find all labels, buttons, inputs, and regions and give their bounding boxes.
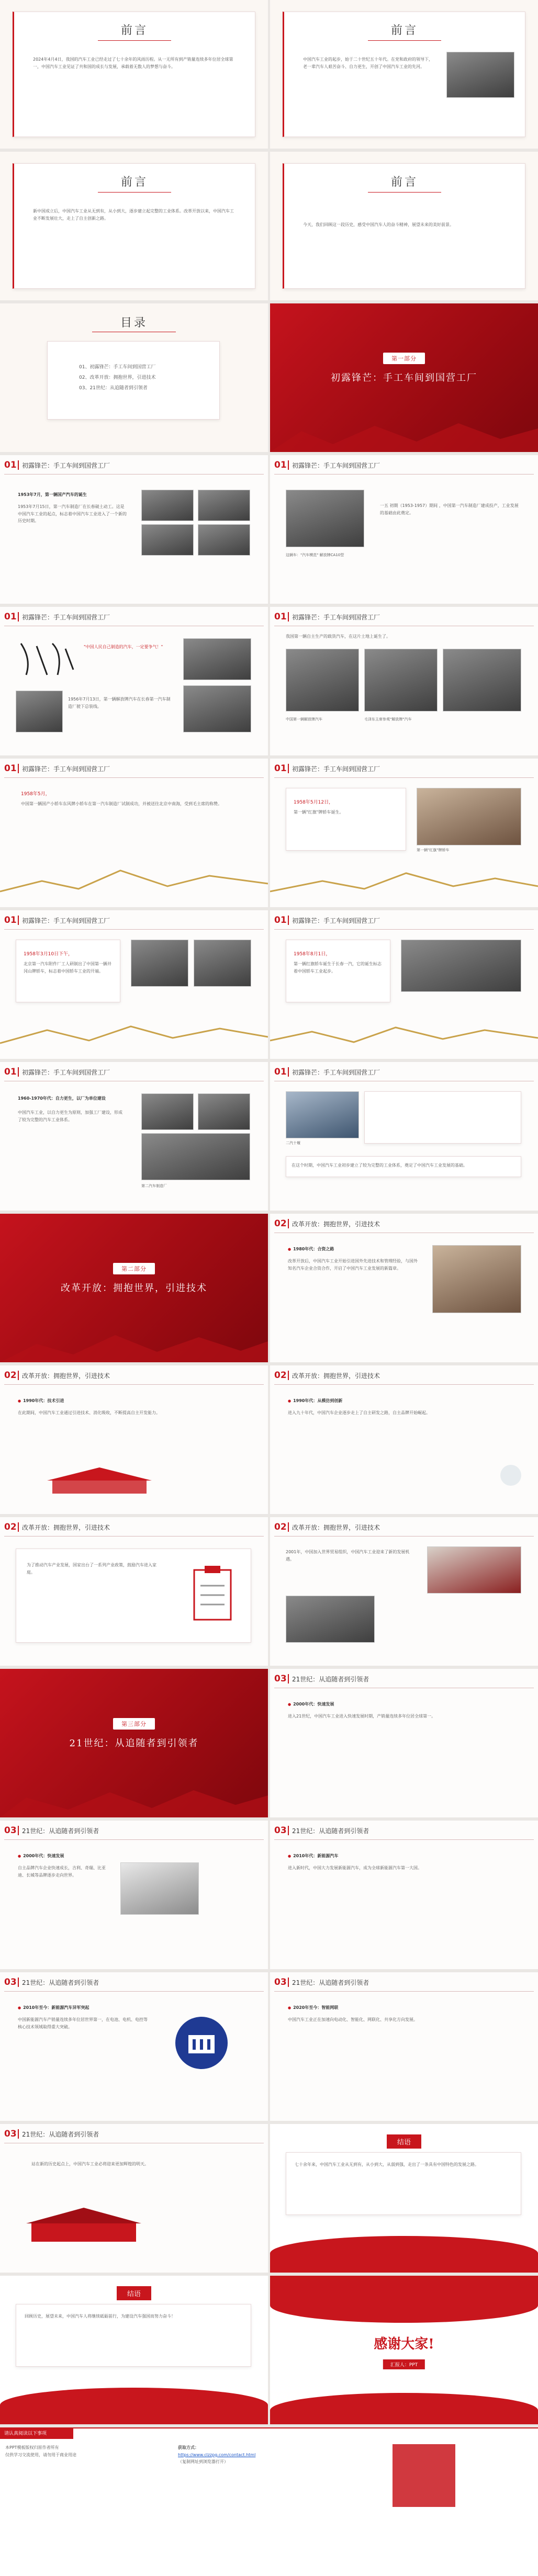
slide-header (0, 762, 110, 775)
sub-heading: ● 2010年代：新能源汽车 (288, 1853, 338, 1859)
body-text: 第一辆红旗轿车诞生于长春一汽，它的诞生标志着中国轿车工业起步。 (294, 962, 382, 974)
header-bar (18, 764, 19, 773)
footer-heading: 请认真阅读以下事项 (0, 2428, 73, 2439)
section-number: 01 (274, 763, 287, 774)
contents-card (47, 341, 220, 420)
title-underline (368, 192, 441, 193)
factory-photo-4 (198, 524, 250, 556)
footer-line-2: 仅供学习交流使用，请勿用于商业用途 (5, 2452, 76, 2457)
slide-conclusion-1[interactable] (270, 2124, 538, 2273)
part-badge: 第二部分 (113, 1263, 155, 1274)
section-title: 21世纪：从追随者到引领者 (22, 2130, 99, 2138)
slide-title: 前言 (120, 176, 148, 189)
section-number: 03 (274, 1977, 287, 1987)
sub-heading: ● 1990年代：技术引进 (18, 1398, 64, 1404)
header-bar (288, 460, 289, 470)
section-title: 初露锋芒：手工车间到国营工厂 (22, 765, 110, 773)
plant-photo-3 (141, 1133, 250, 1180)
footer-note: （复制网址到浏览器打开） (178, 2459, 228, 2465)
sedan-photo (401, 940, 521, 992)
slide-header (0, 1065, 110, 1079)
slide-header (270, 1824, 369, 1837)
header-bar (18, 1978, 19, 1987)
sub-heading: 1953年7月，第一辆国产汽车的诞生 (18, 492, 87, 497)
header-bar (18, 2129, 19, 2139)
header-bar (288, 1978, 289, 1987)
slide-header (270, 762, 380, 775)
section-number: 03 (4, 1977, 17, 1987)
slide-header (270, 1369, 380, 1382)
header-bar (288, 1522, 289, 1532)
slide-part-2[interactable] (0, 1214, 268, 1362)
red-architecture-decoration (47, 1465, 152, 1496)
calligraphy-inscription (16, 638, 79, 680)
header-bar (18, 612, 19, 622)
slide-preface-3[interactable] (0, 152, 268, 300)
body-text: 改革开放后，中国汽车工业开始引进国外先进技术和管理经验，与国外知名汽车企业合资合作，开启了中国汽车工业发展的新篇章。 (288, 1259, 418, 1271)
header-bar (288, 1826, 289, 1835)
photo-caption: 第二汽车制造厂 (141, 1184, 167, 1188)
section-title: 改革开放：拥抱世界，引进技术 (292, 1372, 380, 1380)
header-rule (4, 1384, 264, 1385)
title-underline (98, 40, 171, 41)
section-title: 初露锋芒：手工车间到国营工厂 (292, 765, 380, 773)
header-rule (274, 1991, 534, 1992)
slide-conclusion-2[interactable] (0, 2276, 268, 2424)
slide-part3-e[interactable] (270, 1972, 538, 2121)
header-rule (4, 1839, 264, 1840)
preface-card (13, 163, 255, 289)
body-text: 中国新能源汽车产销量连续多年位居世界第一，在电池、电机、电控等核心技术领域取得重大突破。 (18, 2017, 148, 2029)
slide-preface-1[interactable] (0, 0, 268, 149)
section-title: 改革开放：拥抱世界，引进技术 (292, 1220, 380, 1228)
section-number: 01 (274, 1067, 287, 1077)
red-gate-decoration (26, 2202, 141, 2244)
part-title: 21世纪：从追随者到引领者 (69, 1738, 199, 1749)
date-label: 1958年5月， (21, 792, 50, 797)
section-number: 01 (4, 1067, 17, 1077)
body-text: 中国第一辆国产小轿车东风牌小轿车在第一汽车制造厂试制成功，并被送往北京中南海，受到毛主席的称赞。 (21, 801, 222, 806)
aerial-photo (286, 1091, 359, 1138)
photo-left (286, 649, 359, 711)
slide-part3-d[interactable] (0, 1972, 268, 2121)
photo-1 (131, 940, 188, 987)
section-number: 01 (274, 612, 287, 622)
info-card (286, 788, 406, 851)
slide-header (0, 1824, 99, 1837)
slide-part2-b[interactable] (0, 1365, 268, 1514)
photo-caption: 这辆车："汽车模范" 解放牌CA10型 (286, 553, 344, 557)
slide-part1-f[interactable] (270, 759, 538, 907)
slide-header (0, 610, 110, 624)
body-text: 进入九十年代，中国汽车企业逐步走上了自主研发之路，自主品牌开始崛起。 (288, 1410, 430, 1415)
factory-photo-1 (141, 490, 194, 521)
header-rule (274, 1839, 534, 1840)
header-rule (4, 777, 264, 778)
sub-heading: ● 2010年至今：新能源汽车异军突起 (18, 2005, 89, 2010)
slide-part3-f[interactable] (0, 2124, 268, 2273)
slide-header (0, 2127, 99, 2141)
gold-mountain-decoration (0, 1017, 268, 1048)
section-title: 初露锋芒：手工车间到国营工厂 (292, 613, 380, 621)
factory-photo-3 (141, 524, 194, 556)
slide-part1-j[interactable] (270, 1062, 538, 1211)
section-title: 初露锋芒：手工车间到国营工厂 (22, 917, 110, 924)
contents-item-2[interactable]: 02、改革开放：拥抱世界，引进技术 (79, 375, 156, 380)
red-flag-car-photo (417, 788, 521, 845)
preface-card (283, 163, 525, 289)
section-title: 21世纪：从追随者到引领者 (292, 1979, 369, 1986)
header-rule (274, 777, 534, 778)
part-title: 初露锋芒：手工车间到国营工厂 (331, 372, 477, 383)
body-text: 中国汽车工业，以自力更生为原则，加强工厂建设，形成了较为完整的汽车工业体系。 (18, 1110, 122, 1122)
body-text: 第一辆"红旗"牌轿车诞生。 (294, 810, 344, 815)
header-bar (18, 916, 19, 925)
section-title: 初露锋芒：手工车间到国营工厂 (22, 1068, 110, 1076)
header-rule (4, 1991, 264, 1992)
section-number: 03 (274, 1825, 287, 1836)
contents-title: 目录 (120, 317, 148, 330)
slide-part1-c[interactable] (0, 607, 268, 755)
section-title: 21世纪：从追随者到引领者 (292, 1675, 369, 1683)
slide-part1-d[interactable] (270, 607, 538, 755)
header-bar (288, 1219, 289, 1228)
section-title: 初露锋芒：手工车间到国营工厂 (292, 461, 380, 469)
header-rule (274, 929, 534, 930)
gold-mountain-decoration (270, 1017, 538, 1048)
body-text: 北京第一汽车附件厂工人研制出了中国第一辆井冈山牌轿车，标志着中国轿车工业的开端。 (24, 962, 111, 974)
section-number: 02 (274, 1218, 287, 1229)
body-text: 七十余年来，中国汽车工业从无到有，从小到大，从弱到强，走出了一条具有中国特色的发展之路。 (295, 2162, 479, 2167)
conclusion-badge: 结语 (387, 2134, 421, 2149)
presenter-label: 汇报人：PPT (383, 2359, 425, 2369)
sub-heading: ● 1990年代：从模仿到创新 (288, 1398, 342, 1404)
contents-list (79, 363, 155, 393)
slide-part1-g[interactable] (0, 910, 268, 1059)
factory-photo-2 (198, 490, 250, 521)
slide-header (0, 1975, 99, 1989)
header-bar (18, 1522, 19, 1532)
body-text: 1956年7月13日，第一辆解放牌汽车在长春第一汽车制造厂驶下总装线。 (68, 697, 171, 709)
sub-heading: ● 2020年至今：智能网联 (288, 2005, 338, 2010)
conclusion-badge: 结语 (117, 2286, 151, 2300)
section-number: 01 (4, 915, 17, 925)
photo-middle (364, 649, 438, 711)
slide-header (270, 913, 380, 927)
section-number: 01 (4, 763, 17, 774)
header-bar (18, 1826, 19, 1835)
conclusion-card (286, 2152, 521, 2215)
mountain-decoration (270, 415, 538, 452)
body-text: 站在新的历史起点上，中国汽车工业必将迎来更加辉煌的明天。 (31, 2162, 149, 2166)
slide-header (0, 1369, 110, 1382)
truck-photo (183, 638, 251, 680)
slide-title: 前言 (390, 176, 418, 189)
sub-heading: 1960-1970年代：自力更生，以厂为单位建设 (18, 1096, 106, 1101)
caption-2: 毛泽东主席参观"解放牌"汽车 (364, 717, 412, 721)
slide-part3-b[interactable] (0, 1821, 268, 1969)
header-bar (288, 1674, 289, 1684)
header-bar (18, 1371, 19, 1380)
info-card (16, 940, 120, 1002)
slide-part1-b[interactable] (270, 455, 538, 604)
quote-text: "中国人民自己制造的汽车，一定要争气！" (84, 645, 163, 649)
clipboard-icon (189, 1565, 236, 1622)
body-text: 在这个时期，中国汽车工业初步建立了较为完整的工业体系，奠定了中国汽车工业发展的基础。 (292, 1163, 467, 1168)
footer-line-1: 本PPT模板版权归原作者所有 (5, 2445, 59, 2450)
contents-item-3[interactable]: 03、21世纪：从追随者到引领者 (79, 385, 148, 391)
slide-part1-h[interactable] (270, 910, 538, 1059)
slide-preface-2[interactable] (270, 0, 538, 149)
plant-photo-1 (141, 1093, 194, 1130)
mountain-decoration (0, 1781, 268, 1817)
section-title: 初露锋芒：手工车间到国营工厂 (292, 917, 380, 924)
slide-header (270, 1520, 380, 1534)
photo-caption: 第一辆"红旗"牌轿车 (417, 848, 450, 852)
slide-header (270, 1217, 380, 1230)
suv-photo (120, 1862, 199, 1915)
section-number: 01 (274, 460, 287, 470)
header-bar (288, 1371, 289, 1380)
header-rule (4, 929, 264, 930)
section-number: 02 (4, 1522, 17, 1532)
header-bar (288, 1067, 289, 1077)
section-number: 01 (274, 915, 287, 925)
section-title: 改革开放：拥抱世界，引进技术 (22, 1372, 110, 1380)
section-number: 02 (274, 1370, 287, 1381)
section-title: 初露锋芒：手工车间到国营工厂 (22, 461, 110, 469)
slide-title: 前言 (120, 24, 148, 37)
slide-part2-d[interactable] (0, 1517, 268, 1666)
slide-header (270, 1065, 380, 1079)
slide-title: 前言 (390, 24, 418, 37)
section-title: 改革开放：拥抱世界，引进技术 (22, 1523, 110, 1531)
slide-header (0, 1520, 110, 1534)
slide-part-3[interactable] (0, 1669, 268, 1817)
preface-card (13, 12, 255, 137)
section-number: 02 (4, 1370, 17, 1381)
footer-left-text (5, 2444, 173, 2458)
header-bar (288, 916, 289, 925)
plant-photo-2 (198, 1093, 250, 1130)
title-underline (368, 40, 441, 41)
gold-mountain-decoration (0, 860, 268, 897)
header-bar (18, 460, 19, 470)
slide-contents[interactable] (0, 303, 268, 452)
section-title: 改革开放：拥抱世界，引进技术 (292, 1523, 380, 1531)
car-photo (427, 1546, 521, 1594)
qr-code-image (393, 2444, 455, 2507)
slide-part3-a[interactable] (270, 1669, 538, 1817)
section-number: 01 (4, 612, 17, 622)
body-text: 一五 初期（1953-1957）期间 ，中国第一汽车制造厂建成投产，工业发展的基础由此奠定。 (380, 503, 519, 515)
photo-2 (194, 940, 251, 987)
section-title: 初露锋芒：手工车间到国营工厂 (22, 613, 110, 621)
body-text: 回顾历史，展望未来，中国汽车人将继续砥砺前行，为建设汽车强国而努力奋斗！ (25, 2314, 175, 2319)
sub-heading: ● 1980年代：合资之路 (288, 1246, 334, 1252)
body-text: 2001年，中国加入世界贸易组织，中国汽车工业迎来了新的发展机遇。 (286, 1550, 410, 1562)
mountain-decoration (0, 1326, 268, 1362)
slide-header (270, 1672, 369, 1686)
part-badge: 第三部分 (113, 1718, 155, 1730)
conclusion-card (16, 2304, 251, 2367)
sub-heading: ● 2000年代：快速发展 (18, 1853, 64, 1859)
assembly-photo (286, 490, 364, 547)
first-vehicle-photo (183, 685, 251, 732)
info-card (364, 1091, 521, 1144)
slide-part1-e[interactable] (0, 759, 268, 907)
red-wave-band (270, 2393, 538, 2424)
gold-mountain-decoration (270, 865, 538, 897)
footer-right-heading: 获取方式： (178, 2445, 199, 2450)
photo-caption: 二汽十堰 (286, 1141, 300, 1145)
slide-part1-i[interactable] (0, 1062, 268, 1211)
header-bar (18, 1067, 19, 1077)
photo-right (443, 649, 521, 711)
header-rule (274, 1384, 534, 1385)
emblem-icon (173, 2014, 230, 2072)
header-bar (288, 764, 289, 773)
body-text: 中国汽车工业正在加速向电动化、智能化、网联化、共享化方向发展。 (288, 2017, 418, 2022)
preface-card (283, 12, 525, 137)
section-number: 03 (4, 1825, 17, 1836)
body-text: 自主品牌汽车企业快速成长，吉利、奇瑞、比亚迪、长城等品牌逐步走向世界。 (18, 1866, 106, 1878)
section-title: 21世纪：从追随者到引领者 (22, 1979, 99, 1986)
slide-header (270, 610, 380, 624)
slide-part3-c[interactable] (270, 1821, 538, 1969)
date-label: 1958年5月12日， (294, 800, 334, 805)
red-wave-band-top (270, 2276, 538, 2323)
worker-photo (16, 691, 63, 732)
date-label: 1958年3月10日下午， (24, 952, 73, 957)
thanks-title: 感谢大家! (374, 2336, 434, 2352)
section-title: 初露锋芒：手工车间到国营工厂 (292, 1068, 380, 1076)
footer-right-text (178, 2444, 345, 2466)
body-text: 我国第一辆自主生产的载货汽车，在这片土地上诞生了。 (286, 634, 390, 639)
body-text: 为了推动汽车产业发展，国家出台了一系列产业政策，鼓励汽车进入家庭。 (27, 1563, 156, 1575)
footer-link[interactable]: https://www.clzzpg.com/contact.html (178, 2452, 256, 2457)
body-text: 1953年7月15日，第一汽车制造厂在长春破土动工。这是中国汽车工业的起点，标志着中国汽车工业进入了一个新的历史时期。 (18, 504, 127, 524)
slide-header (270, 458, 380, 472)
section-number: 03 (274, 1674, 287, 1684)
slide-header (0, 458, 110, 472)
header-bar (288, 612, 289, 622)
part-badge: 第一部分 (383, 353, 425, 364)
contents-item-1[interactable]: 01、初露锋芒：手工车间到国营工厂 (79, 365, 156, 370)
policy-card (16, 1549, 251, 1643)
flower-decoration (500, 1465, 521, 1486)
body-text: 进入21世纪，中国汽车工业进入快速发展时期，产销量连续多年位居全球第一。 (288, 1714, 436, 1719)
preface-text: 2024年4月4日，我国的汽车工业已经走过了七十余年的风雨历程。从一无所有到产销量连续多年位居全球第一，中国汽车工业见证了共和国的成长与发展，承载着无数人的梦想与奋斗。 (33, 57, 233, 69)
preface-text: 新中国成立后，中国汽车工业从无到有，从小到大，逐步建立起完整的工业体系。改革开放以来，中国汽车工业不断发展壮大，走上了自主创新之路。 (33, 209, 234, 221)
summary-card (286, 1156, 521, 1177)
red-wave-band (270, 2236, 538, 2273)
body-text: 在此期间，中国汽车工业通过引进技术、消化吸收，不断提高自主开发能力。 (18, 1410, 160, 1415)
title-underline (98, 192, 171, 193)
slide-part1-a[interactable] (0, 455, 268, 604)
preface-text: 今天，我们回顾这一段历史，感受中国汽车人的奋斗精神，展望未来的美好前景。 (303, 222, 454, 227)
preface-text: 中国汽车工业的起步，始于二十世纪五十年代。在党和政府的领导下，老一辈汽车人艰苦奋斗、自力更生，开创了中国汽车工业的先河。 (303, 57, 433, 69)
section-number: 03 (4, 2129, 17, 2139)
part-title: 改革开放：拥抱世界，引进技术 (61, 1283, 207, 1294)
slide-part2-c[interactable] (270, 1365, 538, 1514)
street-photo (286, 1596, 375, 1643)
slide-header (0, 913, 110, 927)
slide-part2-a[interactable] (270, 1214, 538, 1362)
slide-thanks[interactable] (270, 2276, 538, 2424)
date-label: 1958年8月1日， (294, 952, 331, 957)
section-title: 21世纪：从追随者到引领者 (292, 1827, 369, 1835)
sub-heading: ● 2000年代：快速发展 (288, 1701, 334, 1707)
slide-part2-e[interactable] (270, 1517, 538, 1666)
slide-preface-4[interactable] (270, 152, 538, 300)
footer-info (0, 2427, 538, 2576)
red-wave-band (0, 2388, 268, 2424)
jeep-photo (432, 1245, 521, 1313)
section-number: 02 (274, 1522, 287, 1532)
section-title: 21世纪：从追随者到引领者 (22, 1827, 99, 1835)
vintage-truck-photo (446, 52, 514, 98)
info-card (286, 940, 390, 1002)
slide-part-1[interactable] (270, 303, 538, 452)
slide-header (270, 1975, 369, 1989)
section-number: 01 (4, 460, 17, 470)
caption-1: 中国第一辆解放牌汽车 (286, 717, 322, 721)
body-text: 进入新时代，中国大力发展新能源汽车，成为全球新能源汽车第一大国。 (288, 1866, 422, 1870)
